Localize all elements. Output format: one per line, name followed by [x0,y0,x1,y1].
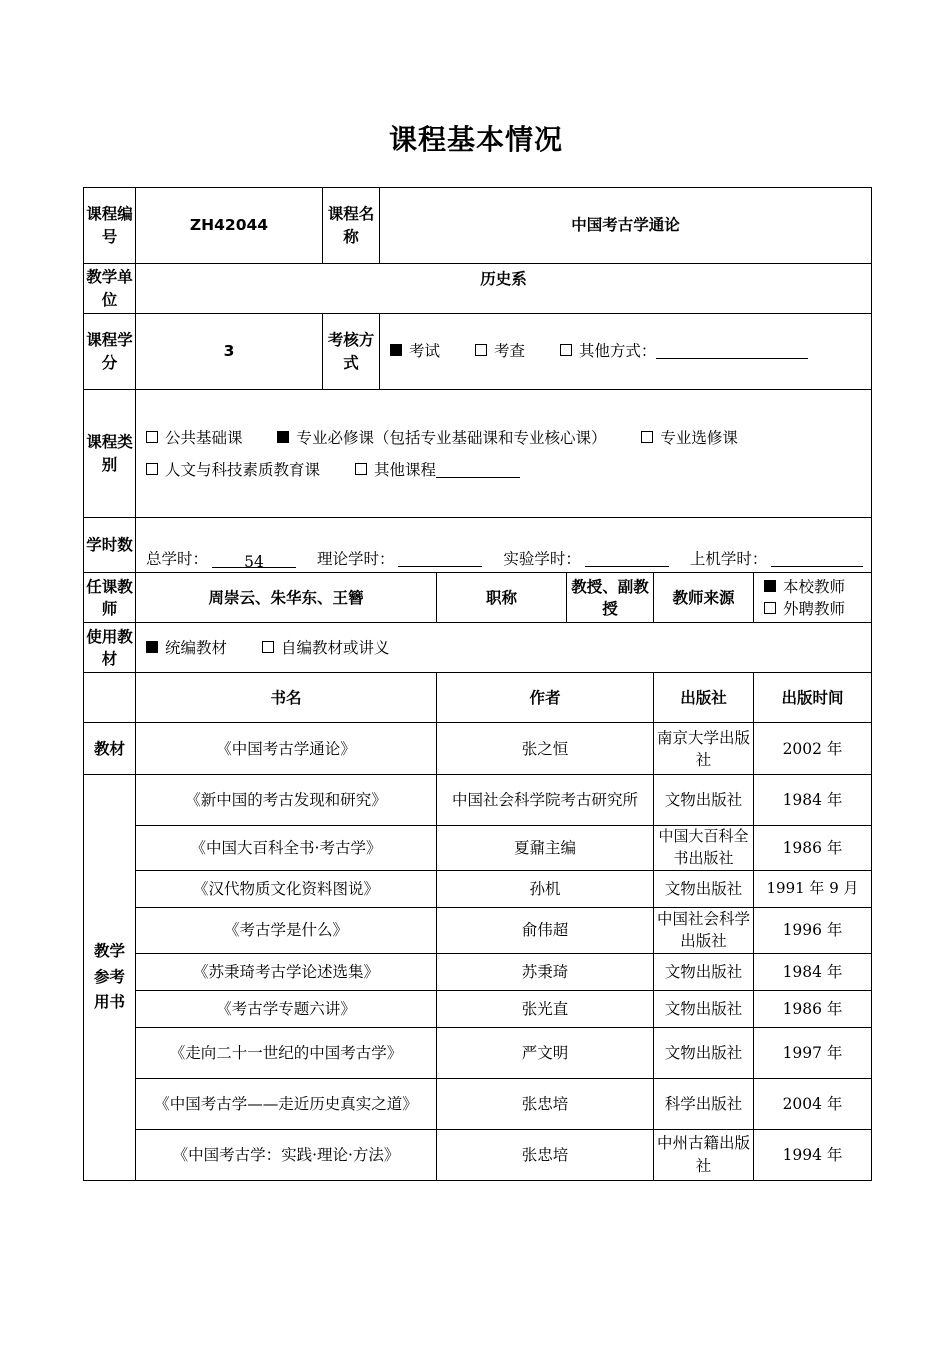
row-materials [84,623,872,673]
course-info-table [83,187,872,1181]
reference-author: 夏鼐主编 [437,826,654,871]
reference-year: 1996 年 [754,907,872,953]
reference-publisher: 文物出版社 [654,953,754,990]
reference-author: 张光直 [437,990,654,1027]
reference-publisher: 文物出版社 [654,775,754,826]
reference-author: 中国社会科学院考古研究所 [437,775,654,826]
source-options [754,573,872,623]
row-credit [84,314,872,390]
row-course-type [84,390,872,518]
assess-option-check[interactable]: 考查 [475,340,525,362]
credit-label: 课程学分 [84,314,136,390]
hours-lab: 实验学时： [503,548,669,570]
checkbox-checked-icon[interactable] [146,641,158,653]
table-row [84,826,872,871]
course-code-value: ZH42044 [136,188,323,264]
hours-theory-value[interactable] [398,550,482,567]
source-label: 教师来源 [654,573,754,623]
reference-title: 《考古学专题六讲》 [136,990,437,1027]
reference-year: 1984 年 [754,775,872,826]
reference-title: 《考古学是什么》 [136,907,437,953]
material-label: 使用教材 [84,623,136,673]
material-option-self[interactable]: 自编教材或讲义 [262,637,390,659]
hours-theory: 理论学时： [317,548,483,570]
assess-option-other[interactable]: 其他方式： [560,340,809,362]
course-type-line-2 [146,454,871,486]
reference-publisher: 中国社会科学出版社 [654,907,754,953]
course-name-value: 中国考古学通论 [380,188,872,264]
table-row [84,990,872,1027]
hours-total-value[interactable]: 54 [212,551,296,568]
reference-title: 《新中国的考古发现和研究》 [136,775,437,826]
hours-computer: 上机学时： [690,548,864,570]
table-row [84,870,872,907]
reference-title: 《苏秉琦考古学论述选集》 [136,953,437,990]
table-row [84,1027,872,1078]
book-header-title: 书名 [136,673,437,723]
checkbox-unchecked-icon[interactable] [355,463,367,475]
checkbox-checked-icon[interactable] [277,431,289,443]
reference-year: 1991 年 9 月 [754,870,872,907]
type-option-other[interactable]: 其他课程 [355,454,520,486]
row-course-code [84,188,872,264]
reference-publisher: 科学出版社 [654,1078,754,1129]
checkbox-unchecked-icon[interactable] [146,463,158,475]
course-name-label: 课程名称 [323,188,380,264]
textbook-title: 《中国考古学通论》 [136,723,437,775]
teacher-names: 周崇云、朱华东、王簪 [136,573,437,623]
reference-year: 1986 年 [754,826,872,871]
reference-title: 《走向二十一世纪的中国考古学》 [136,1027,437,1078]
checkbox-unchecked-icon[interactable] [641,431,653,443]
type-option-elective[interactable]: 专业选修课 [641,422,738,454]
course-code-label: 课程编号 [84,188,136,264]
table-row [84,953,872,990]
checkbox-checked-icon[interactable] [764,580,776,592]
reference-author: 张忠培 [437,1129,654,1180]
reference-title: 《中国考古学——走近历史真实之道》 [136,1078,437,1129]
material-options [136,623,872,673]
course-type-label: 课程类别 [84,390,136,518]
assess-options [380,314,872,390]
reference-publisher: 中州古籍出版社 [654,1129,754,1180]
row-hours [84,518,872,573]
row-textbook [84,723,872,775]
textbook-author: 张之恒 [437,723,654,775]
hours-fields [136,518,872,573]
table-row [84,1129,872,1180]
reference-author: 俞伟超 [437,907,654,953]
reference-publisher: 文物出版社 [654,1027,754,1078]
reference-publisher: 中国大百科全书出版社 [654,826,754,871]
checkbox-unchecked-icon[interactable] [475,344,487,356]
source-option-external[interactable]: 外聘教师 [764,598,871,620]
hours-computer-value[interactable] [771,550,863,567]
reference-title: 《中国大百科全书·考古学》 [136,826,437,871]
reference-label: 教学参考用书 [84,775,136,1180]
reference-publisher: 文物出版社 [654,870,754,907]
book-header-author: 作者 [437,673,654,723]
type-other-blank[interactable] [436,461,520,478]
reference-publisher: 文物出版社 [654,990,754,1027]
teacher-label: 任课教师 [84,573,136,623]
row-teaching-unit [84,264,872,314]
reference-year: 1984 年 [754,953,872,990]
textbook-publisher: 南京大学出版社 [654,723,754,775]
reference-author: 孙机 [437,870,654,907]
book-header-blank [84,673,136,723]
checkbox-unchecked-icon[interactable] [560,344,572,356]
course-type-options [136,390,872,518]
row-teachers [84,573,872,623]
rank-label: 职称 [437,573,567,623]
source-option-internal[interactable]: 本校教师 [764,576,871,598]
reference-author: 张忠培 [437,1078,654,1129]
assess-option-exam[interactable]: 考试 [390,340,440,362]
reference-year: 1986 年 [754,990,872,1027]
assess-label: 考核方式 [323,314,380,390]
type-option-required[interactable]: 专业必修课（包括专业基础课和专业核心课） [277,422,606,454]
assess-other-blank[interactable] [656,342,808,359]
reference-year: 1994 年 [754,1129,872,1180]
material-option-unified[interactable]: 统编教材 [146,637,227,659]
table-row [84,1078,872,1129]
page-title: 课程基本情况 [388,123,563,156]
rank-value: 教授、副教授 [567,573,654,623]
hours-lab-value[interactable] [585,550,669,567]
type-option-humanities[interactable]: 人文与科技素质教育课 [146,454,320,486]
teaching-unit-value: 历史系 [136,264,872,314]
checkbox-unchecked-icon[interactable] [764,602,776,614]
hours-total: 总学时： 54 [146,548,296,570]
checkbox-unchecked-icon[interactable] [262,641,274,653]
reference-author: 苏秉琦 [437,953,654,990]
book-header-year: 出版时间 [754,673,872,723]
hours-label: 学时数 [84,518,136,573]
textbook-year: 2002 年 [754,723,872,775]
row-book-headers [84,673,872,723]
reference-year: 2004 年 [754,1078,872,1129]
book-header-publisher: 出版社 [654,673,754,723]
textbook-label: 教材 [84,723,136,775]
reference-title: 《中国考古学：实践·理论·方法》 [136,1129,437,1180]
type-option-public[interactable]: 公共基础课 [146,422,243,454]
course-type-line-1 [146,422,871,454]
checkbox-checked-icon[interactable] [390,344,402,356]
table-row [84,775,872,826]
reference-author: 严文明 [437,1027,654,1078]
checkbox-unchecked-icon[interactable] [146,431,158,443]
teaching-unit-label: 教学单位 [84,264,136,314]
reference-title: 《汉代物质文化资料图说》 [136,870,437,907]
credit-value: 3 [136,314,323,390]
table-row [84,907,872,953]
reference-year: 1997 年 [754,1027,872,1078]
